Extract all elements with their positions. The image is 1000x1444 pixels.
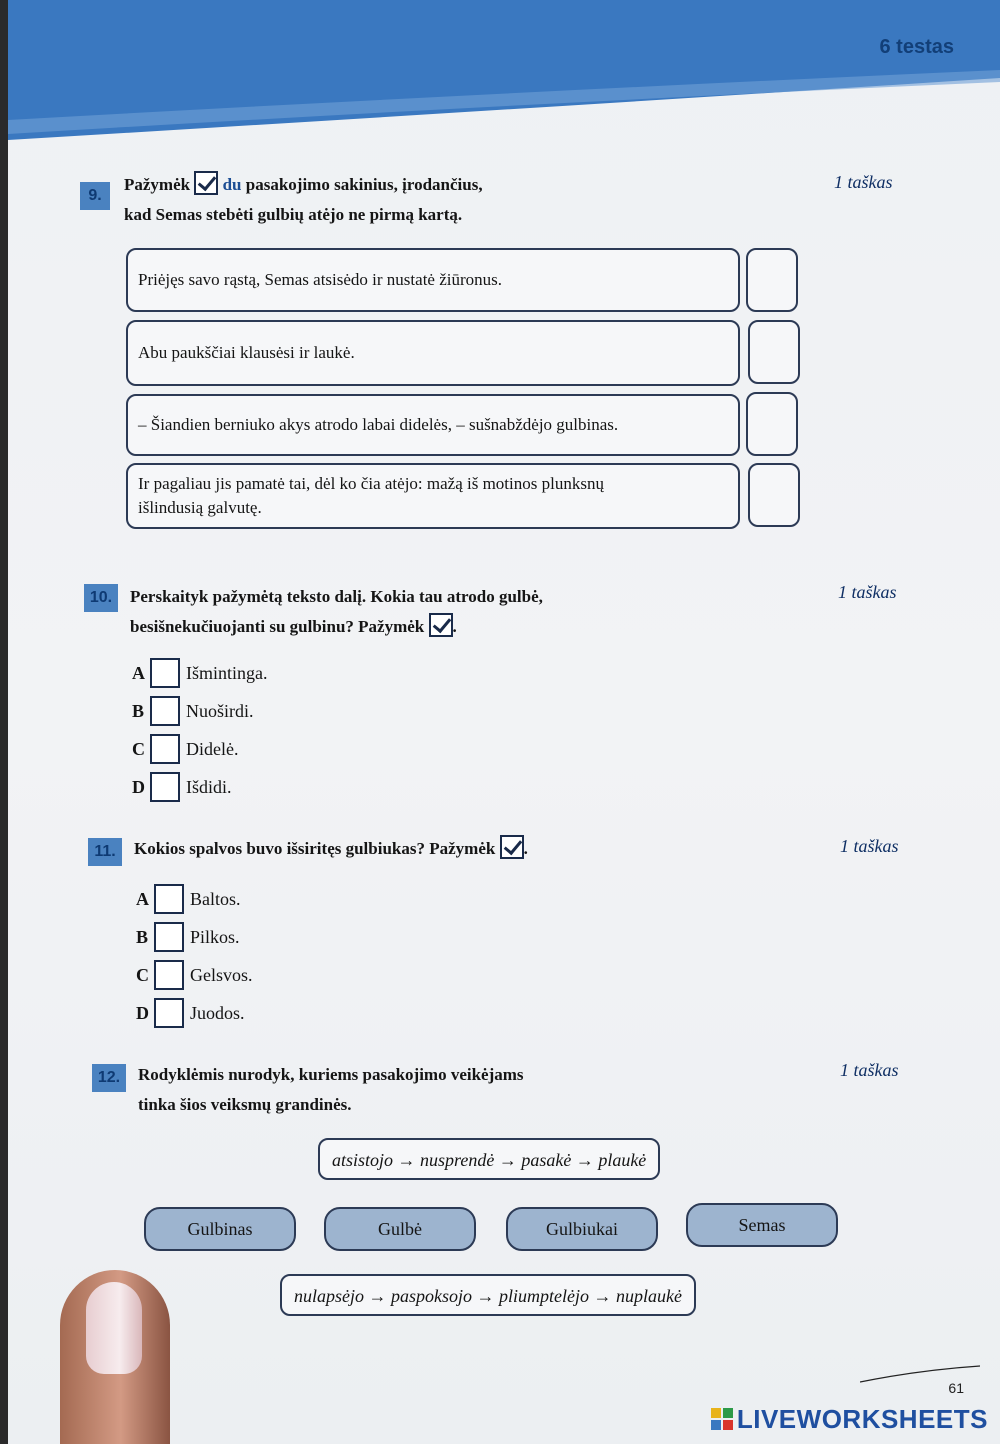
q10-option-a-checkbox[interactable] (150, 658, 180, 688)
question-11-line1: Kokios spalvos buvo išsiritęs gulbiukas? Pažymėk (134, 839, 496, 858)
question-9-number: 9. (80, 182, 110, 210)
q10-option-c-letter: C (132, 738, 145, 759)
question-11-text (134, 834, 734, 864)
question-9-line1: pasakojimo sakinius, įrodančius, (245, 175, 483, 194)
question-10-line1: Perskaityk pažymėtą teksto dalį. Kokia tau atrodo gulbė, (130, 587, 543, 606)
q10-option-d (132, 772, 232, 802)
question-10-number: 10. (84, 584, 118, 612)
question-11-points: 1 taškas (840, 836, 899, 856)
sentence-2-checkbox[interactable] (748, 320, 800, 384)
question-9-verb: Pažymėk (124, 175, 191, 194)
sentence-4-line1: Ir pagaliau jis pamatė tai, dėl ko čia atėjo: mažą iš motinos plunksnų (138, 474, 604, 493)
sentence-box-3 (126, 394, 740, 456)
page-number: 61 (948, 1380, 964, 1396)
character-gulbiukai[interactable]: Gulbiukai (506, 1207, 658, 1251)
sentence-1: Priėjęs savo rąstą, Semas atsisėdo ir nustatė žiūronus. (138, 270, 503, 289)
checkmark-icon (429, 613, 453, 637)
action-chain-bottom[interactable]: nulapsėjo → paspoksojo → pliumptelėjo → nuplaukė (280, 1274, 696, 1316)
question-12-line2: tinka šios veiksmų grandinės. (138, 1095, 352, 1114)
q10-option-d-checkbox[interactable] (150, 772, 180, 802)
q10-option-b-checkbox[interactable] (150, 696, 180, 726)
question-11-end: . (523, 839, 528, 858)
question-10-points: 1 taškas (838, 582, 897, 602)
q10-option-a-letter: A (132, 662, 145, 683)
q11-option-a-text: Baltos. (190, 888, 241, 909)
q11-option-d-letter: D (136, 1002, 149, 1023)
q10-option-a-text: Išmintinga. (186, 662, 268, 683)
q10-option-a (132, 658, 268, 688)
q11-option-a (136, 884, 241, 914)
q11-option-b (136, 922, 240, 952)
sentence-4-checkbox[interactable] (748, 463, 800, 527)
sentence-1-checkbox[interactable] (746, 248, 798, 312)
q10-option-b-letter: B (132, 700, 145, 721)
q11-option-a-checkbox[interactable] (154, 884, 184, 914)
q11-option-b-checkbox[interactable] (154, 922, 184, 952)
question-9-text (124, 170, 684, 230)
q10-option-d-letter: D (132, 776, 145, 797)
q11-option-d (136, 998, 245, 1028)
q11-option-b-text: Pilkos. (190, 926, 240, 947)
checkmark-icon (194, 171, 218, 195)
q11-option-d-text: Juodos. (190, 1002, 245, 1023)
question-11-number: 11. (88, 838, 122, 866)
question-9-line2: kad Semas stebėti gulbių atėjo ne pirmą kartą. (124, 205, 463, 224)
q11-option-b-letter: B (136, 926, 149, 947)
q11-option-a-letter: A (136, 888, 149, 909)
q11-option-c (136, 960, 253, 990)
checkmark-icon (500, 835, 524, 859)
q11-option-c-letter: C (136, 964, 149, 985)
sentence-box-4 (126, 463, 740, 529)
question-12-line1: Rodyklėmis nurodyk, kuriems pasakojimo veikėjams (138, 1065, 524, 1084)
sentence-2: Abu paukščiai klausėsi ir laukė. (138, 343, 355, 362)
test-label: 6 testas (879, 36, 954, 58)
question-12-text (138, 1060, 738, 1120)
action-chain-top[interactable]: atsistojo → nusprendė → pasakė → plaukė (318, 1138, 660, 1180)
question-9-du: du (222, 175, 242, 194)
character-semas[interactable]: Semas (686, 1203, 838, 1247)
watermark-text: LIVEWORKSHEETS (736, 1404, 988, 1434)
q10-option-d-text: Išdidi. (186, 776, 232, 797)
q10-option-c-checkbox[interactable] (150, 734, 180, 764)
q11-option-d-checkbox[interactable] (154, 998, 184, 1028)
worksheet-page (8, 0, 1000, 1444)
q10-option-c (132, 734, 238, 764)
q10-option-b (132, 696, 254, 726)
liveworksheets-logo-icon (711, 1408, 733, 1430)
question-9-points: 1 taškas (834, 172, 893, 192)
fingernail-photo (86, 1282, 142, 1374)
sentence-box-1 (126, 248, 740, 312)
question-12-points: 1 taškas (840, 1060, 899, 1080)
sentence-box-2 (126, 320, 740, 386)
character-gulbinas[interactable]: Gulbinas (144, 1207, 296, 1251)
sentence-4-line2: išlindusią galvutę. (138, 498, 262, 517)
question-10-end: . (452, 617, 457, 636)
question-10-line2: besišnekučiuojanti su gulbinu? Pažymėk (130, 617, 425, 636)
sentence-3-checkbox[interactable] (746, 392, 798, 456)
q11-option-c-text: Gelsvos. (190, 964, 253, 985)
sentence-3: – Šiandien berniuko akys atrodo labai didelės, – sušnabždėjo gulbinas. (138, 415, 619, 434)
watermark (711, 1404, 988, 1435)
q10-option-c-text: Didelė. (186, 738, 239, 759)
q11-option-c-checkbox[interactable] (154, 960, 184, 990)
q10-option-b-text: Nuoširdi. (186, 700, 254, 721)
header-banner (8, 0, 1000, 140)
question-12-number: 12. (92, 1064, 126, 1092)
question-10-text (130, 582, 730, 642)
character-gulbe[interactable]: Gulbė (324, 1207, 476, 1251)
